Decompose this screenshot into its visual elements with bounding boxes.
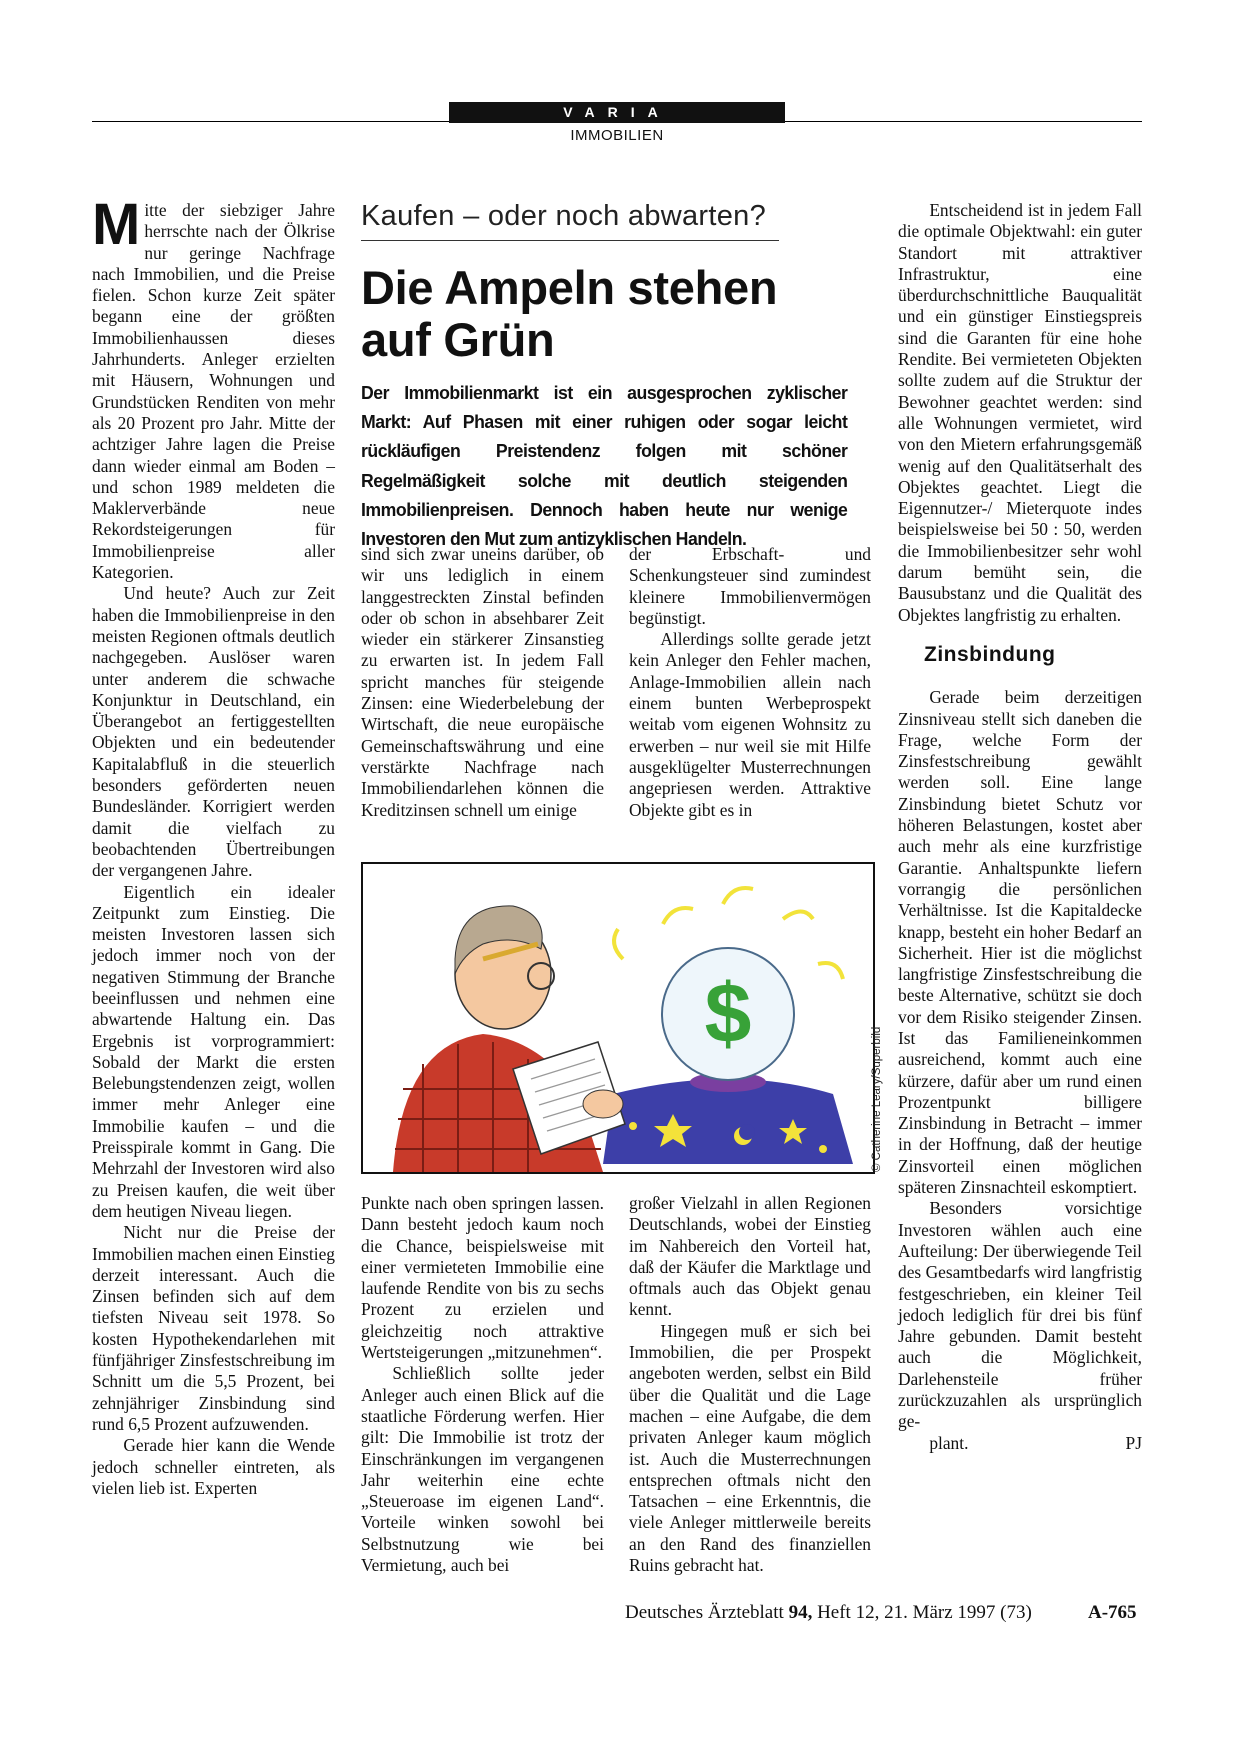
journal-name: Deutsches Ärzteblatt bbox=[625, 1602, 784, 1623]
dollar-sign-icon: $ bbox=[704, 966, 752, 1060]
section-tag: VARIA bbox=[449, 102, 785, 123]
column-3-top bbox=[629, 544, 871, 821]
col2-bottom-paragraph-2: Schließlich sollte jeder Anleger auch einen Blick auf die staatliche Förderung werfen. Hier gilt: Die Immobilie ist trotz der Einschränkungen im vergangenen Jahr weiterhin eine echte „Steueroase im eigenen Land“. Vorteile winken sowohl bei Selbstnutzung wie bei Vermietung, auch bei bbox=[361, 1363, 604, 1576]
journal-volume: 94, bbox=[788, 1602, 813, 1623]
journal-issue: Heft 12, 21. März 1997 (73) bbox=[817, 1602, 1032, 1623]
col1-paragraph-4: Nicht nur die Preise der Immobilien machen einen Einstieg derzeit interessant. Auch die Zinsen befinden sich auf dem tiefsten Niveau seit 1978. So kosten Hypothekendarlehen mit fünfjähriger Zinsfestschreibung im Schnitt um die 5,5 Prozent, bei zehnjähriger Zinsbindung sind rund 6,5 Prozent aufzuwenden. bbox=[92, 1222, 335, 1434]
col3-top-paragraph-1: der Erbschaft- und Schenkungsteuer sind zumindest kleinere Immobilienvermögen begünstigt. bbox=[629, 544, 871, 628]
col2-bottom-paragraph-1: Punkte nach oben springen lassen. Dann besteht jedoch kaum noch die Chance, beispielsweise mit einer vermieteten Immobilie eine laufende Rendite von bis zu sechs Prozent zu erzielen und gleichzeitig noch attraktive Wertsteigerungen „mitzunehmen“. bbox=[361, 1193, 604, 1363]
col4-paragraph-3: Besonders vorsichtige Investoren wählen auch eine Aufteilung: Der überwiegende Teil des Gesamtbedarfs wird langfristig festgeschrieben, ein kleiner Teil jedoch lediglich für drei bis fünf Jahre gebunden. Damit besteht auch die Möglichkeit, Darlehensteile früher zurückzuzahlen als ursprünglich ge- bbox=[898, 1198, 1142, 1432]
article-lead: Der Immobilienmarkt ist ein ausgesprochen zyklischer Markt: Auf Phasen mit einer ruhigen oder sogar leicht rückläufigen Preistendenz folgen mit schöner Regelmäßigkeit solche mit deutlich steigenden Immobilienpreisen. Dennoch haben heute nur wenige Investoren den Mut zum antizyklischen Handeln. bbox=[361, 382, 848, 550]
col2-top-paragraph: sind sich zwar uneins darüber, ob wir uns lediglich in einem langgestreckten Zinstal befinden oder ob schon in absehbarer Zeit wieder ein stärkerer Zinsanstieg zu erwarten ist. In jedem Fall spricht manches für steigende Zinsen: eine Wiederbelebung der Wirtschaft, die neue europäische Gemeinschaftswährung und eine verstärkte Nachfrage nach Immobiliendarlehen können die Kreditzinsen schnell um einige bbox=[361, 544, 604, 820]
article-headline: Die Ampeln stehen auf Grün bbox=[361, 261, 778, 366]
last-word: plant. bbox=[929, 1432, 969, 1453]
col1-paragraph-2: Und heute? Auch zur Zeit haben die Immobilienpreise in den meisten Regionen oftmals deutlich nachgegeben. Auslöser waren unter anderem die schwache Konjunktur in Deutschland, ein Überangebot an fertiggestellten Objekten und ein bedeutender Kapitalabfluß in die steuerlich besonders geförderten neuen Bundesländer. Korrigiert werden damit die vielfach zu beobachtenden Übertreibungen der vergangenen Jahre. bbox=[92, 583, 335, 881]
col1-paragraph-3: Eigentlich ein idealer Zeitpunkt zum Einstieg. Die meisten Investoren lassen sich jedoch immer noch von der negativen Stimmung der Branche beeinflussen und nehmen eine abwartende Haltung ein. Das Ergebnis ist vorprogrammiert: Sobald der Markt die ersten Belebungstendenzen zeigt, wollen immer mehr Anleger eine Immobilie kaufen – und die Preisspirale kommt in Gang. Die Mehrzahl der Investoren wird also zu Preisen kaufen, die weit über dem heutigen Niveau liegen. bbox=[92, 881, 335, 1221]
cartoon-illustration bbox=[361, 862, 875, 1174]
drop-cap: M bbox=[92, 192, 141, 257]
col3-bottom-paragraph-1: großer Vielzahl in allen Regionen Deutschlands, wobei der Einstieg im Nahbereich den Vorteil hat, daß der Käufer die Marktlage und oftmals auch das Objekt genau kennt. bbox=[629, 1193, 871, 1320]
fortune-teller-cartoon bbox=[363, 864, 873, 1172]
col1-paragraph-1: Mitte der siebziger Jahre herrschte nach der Ölkrise nur geringe Nachfrage nach Immobilien, und die Preise fielen. Schon kurze Zeit später begann eine der größten Immobilienhaussen dieses Jahrhunderts. Anleger erzielten mit Häusern, Wohnungen und Grundstücken Renditen von mehr als 20 Prozent pro Jahr. Mitte der achtziger Jahre lagen die Preise dann wieder einmal am Boden – und schon 1989 meldeten die Maklerverbände neue Rekordsteigerungen für Immobilienpreise aller Kategorien. bbox=[92, 192, 335, 583]
article-kicker: Kaufen – oder noch abwarten? bbox=[361, 200, 767, 232]
col4-paragraph-1: Entscheidend ist in jedem Fall die optimale Objektwahl: ein guter Standort mit attraktiver Infrastruktur, eine überdurchschnittliche Bauqualität und ein günstiger Einstiegspreis sind die Garanten für eine hohe Rendite. Bei vermieteten Objekten sollte zudem auf die Struktur der Bewohner geachtet werden: sind alle Wohnungen vermietet, wird von den Mietern erfahrungsgemäß wenig auf den Qualitätserhalt des Objektes geachtet. Liegt die Eigennutzer-/ Mieterquote indes beispielsweise bei 50 : 50, werden die Immobilienbesitzer sehr wohl darum bemüht sein, die Bausubstanz und die Qualität des Objektes langfristig zu erhalten. bbox=[898, 200, 1142, 625]
col3-bottom-paragraph-2: Hingegen muß er sich bei Immobilien, die per Prospekt angeboten werden, selbst ein Bild über die Qualität und die Lage machen – eine Aufgabe, die dem privaten Anleger kaum möglich ist. Auch die Musterrechnungen entsprechen oftmals nicht den Tatsachen – eine Erkenntnis, die viele Anleger mittlerweile bereits an den Rand des finanziellen Ruins gebracht hat. bbox=[629, 1320, 871, 1576]
image-credit: © Catherine Leary/Superbild bbox=[871, 1026, 883, 1172]
subheading-zinsbindung: Zinsbindung bbox=[924, 642, 1056, 666]
col4-paragraph-2: Gerade beim derzeitigen Zinsniveau stellt sich daneben die Frage, welche Form der Zinsfestschreibung gewählt werden soll. Eine lange Zinsbindung bietet Schutz vor höheren Belastungen, kostet aber auch mehr als eine kurzfristige Garantie. Anhaltspunkte liefern vorrangig die persönlichen Verhältnisse. Ist die Kapitaldecke knapp, besteht ein hoher Bedarf an Sicherheit. Hier ist die möglichst langfristige Zinsfestschreibung die beste Alternative, schützt sie doch vor dem Risiko steigender Zinsen. Ist das Familieneinkommen ausreichend, kommt auch eine kürzere, dafür aber um rund einen Prozentpunkt billigere Zinsbindung in Betracht – immer in der Hoffnung, daß der heutige Zinsvorteil einen möglichen späteren Zinsnachteil eskomptiert. bbox=[898, 687, 1142, 1198]
column-4 bbox=[898, 200, 1142, 1454]
page-number: A-765 bbox=[1088, 1602, 1137, 1623]
hand-icon bbox=[583, 1090, 623, 1118]
col3-top-paragraph-2: Allerdings sollte gerade jetzt kein Anleger den Fehler machen, Anlage-Immobilien allein nach einem bunten Werbeprospekt weitab vom eigenen Wohnsitz zu erwerben – nur weil sie mit Hilfe ausgeklügelter Musterrechnungen angepriesen werden. Attraktive Objekte gibt es in bbox=[629, 629, 871, 820]
col1-paragraph-5: Gerade hier kann die Wende jedoch schneller eintreten, als vielen lieb ist. Experten bbox=[92, 1435, 335, 1498]
journal-citation bbox=[625, 1602, 1032, 1624]
column-3-bottom bbox=[629, 1193, 871, 1576]
closing-line bbox=[898, 1433, 1142, 1454]
author-initials: PJ bbox=[1125, 1432, 1142, 1453]
column-2-bottom bbox=[361, 1193, 604, 1576]
column-2-top bbox=[361, 544, 604, 821]
kicker-rule bbox=[361, 240, 779, 241]
column-1 bbox=[92, 192, 335, 1499]
subsection-label: IMMOBILIEN bbox=[570, 127, 664, 144]
